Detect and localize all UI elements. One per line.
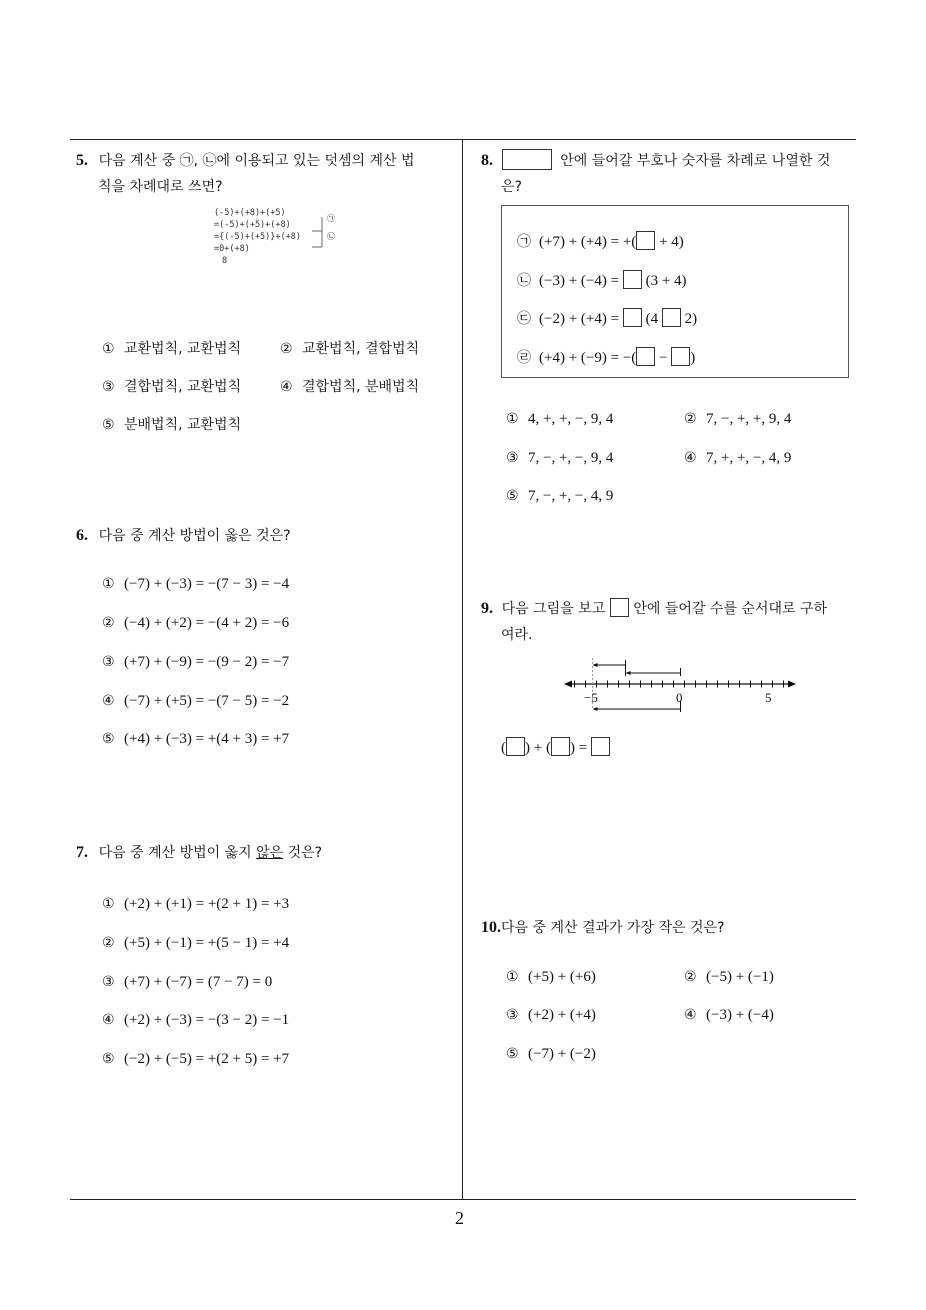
column-divider [462, 139, 463, 1200]
blank-box[interactable] [551, 737, 570, 756]
calc-line: ={(-5)+(+5)}+(+8) [214, 232, 301, 242]
tick-label-pos5: 5 [765, 690, 772, 705]
calculation-image [214, 207, 344, 287]
calc-line: (-5)+(+8)+(+5) [214, 208, 286, 218]
question-number: 10. [481, 919, 501, 936]
top-rule [70, 139, 856, 140]
option-4[interactable]: ④ (+2) + (−3) = −(3 − 2) = −1 [102, 1012, 290, 1028]
question-text-cont: 은? [501, 179, 522, 195]
question-7 [76, 840, 322, 866]
item-c: ㉢ (−2) + (+4) = (4 2) [517, 308, 697, 328]
calc-line: =(-5)+(+5)+(+8) [214, 220, 291, 230]
question-text: 다음 중 계산 방법이 옳지 [98, 845, 257, 861]
option-4[interactable]: ④ (−3) + (−4) [684, 1007, 774, 1023]
question-number: 5. [76, 152, 88, 169]
tick-label-neg5: −5 [584, 690, 598, 705]
question-text: 다음 그림을 보고 [501, 601, 606, 617]
q9-equation: ( ) + ( ) = [501, 737, 610, 757]
calc-line: =0+(+8) [214, 244, 250, 254]
option-5[interactable]: ⑤ 7, −, +, −, 4, 9 [506, 488, 614, 504]
blank-box[interactable] [623, 270, 642, 289]
axis-arrow-left [564, 681, 572, 688]
option-3[interactable]: ③ 결합법칙, 교환법칙 [102, 379, 242, 395]
arrow-head [593, 663, 598, 667]
arrow-head [593, 707, 598, 711]
option-1[interactable]: ① (−7) + (−3) = −(7 − 3) = −4 [102, 576, 290, 592]
option-5[interactable]: ⑤ 분배법칙, 교환법칙 [102, 417, 242, 433]
option-4[interactable]: ④ 결합법칙, 분배법칙 [280, 379, 420, 395]
question-text-end: 것은? [283, 845, 323, 861]
question-8 [481, 148, 861, 200]
option-3[interactable]: ③ 7, −, +, −, 9, 4 [506, 450, 614, 466]
item-b: ㉡ (−3) + (−4) = (3 + 4) [517, 270, 687, 290]
question-number: 7. [76, 844, 88, 861]
question-number: 9. [481, 600, 493, 617]
blank-box [610, 598, 629, 617]
option-5[interactable]: ⑤ (−2) + (−5) = +(2 + 5) = +7 [102, 1051, 290, 1067]
number-line-figure [560, 656, 800, 716]
option-1[interactable]: ① 교환법칙, 교환법칙 [102, 341, 242, 357]
page-number: 2 [455, 1208, 464, 1228]
calc-line: 8 [222, 256, 228, 266]
blank-box[interactable] [636, 347, 655, 366]
question-text: 다음 중 계산 방법이 옳은 것은? [98, 528, 291, 544]
option-2[interactable]: ② 교환법칙, 결합법칙 [280, 341, 420, 357]
option-3[interactable]: ③ (+7) + (−9) = −(9 − 2) = −7 [102, 654, 290, 670]
question-text: 안에 들어갈 부호나 숫자를 차례로 나열한 것 [560, 153, 831, 169]
option-3[interactable]: ③ (+7) + (−7) = (7 − 7) = 0 [102, 974, 273, 990]
question-number: 8. [481, 152, 493, 169]
option-1[interactable]: ① (+5) + (+6) [506, 969, 596, 985]
option-1[interactable]: ① 4, +, +, −, 9, 4 [506, 411, 614, 427]
arrow-head [626, 671, 631, 675]
brace-label: ㉡ [327, 232, 335, 241]
question-text-cont: 안에 들어갈 수를 순서대로 구하 [633, 601, 828, 617]
option-2[interactable]: ② 7, −, +, +, 9, 4 [684, 411, 792, 427]
option-3[interactable]: ③ (+2) + (+4) [506, 1007, 596, 1023]
question-text-cont: 칙을 차례대로 쓰면? [98, 179, 223, 195]
movement-arrows [593, 658, 681, 712]
blank-box[interactable] [671, 347, 690, 366]
axis-arrow-right [788, 681, 796, 688]
question-text-line2: 여라. [501, 627, 533, 643]
option-4[interactable]: ④ (−7) + (+5) = −(7 − 5) = −2 [102, 693, 290, 709]
brace-label: ㉠ [327, 214, 335, 223]
option-5[interactable]: ⑤ (+4) + (−3) = +(4 + 3) = +7 [102, 731, 290, 747]
question-number: 6. [76, 527, 88, 544]
blank-box[interactable] [506, 737, 525, 756]
blank-box[interactable] [591, 737, 610, 756]
underlined-word: 않은 [256, 845, 284, 861]
answer-blank-box [502, 149, 552, 170]
question-text: 다음 중 계산 결과가 가장 작은 것은? [501, 920, 725, 936]
blank-box[interactable] [636, 231, 655, 250]
option-5[interactable]: ⑤ (−7) + (−2) [506, 1046, 596, 1062]
bottom-rule [70, 1199, 856, 1200]
question-5 [76, 148, 460, 200]
blank-box[interactable] [662, 308, 681, 327]
item-d: ㉣ (+4) + (−9) = −( − ) [517, 347, 695, 367]
question-6 [76, 523, 291, 549]
item-a: ㉠ (+7) + (+4) = +( + 4) [517, 231, 684, 251]
blank-box[interactable] [623, 308, 642, 327]
option-1[interactable]: ① (+2) + (+1) = +(2 + 1) = +3 [102, 896, 290, 912]
option-2[interactable]: ② (−5) + (−1) [684, 969, 774, 985]
question-9 [481, 596, 861, 648]
option-2[interactable]: ② (+5) + (−1) = +(5 − 1) = +4 [102, 935, 290, 951]
question-10 [481, 915, 724, 941]
option-2[interactable]: ② (−4) + (+2) = −(4 + 2) = −6 [102, 615, 290, 631]
tick-label-zero: 0 [676, 690, 683, 705]
question-text: 다음 계산 중 ㉠, ㉡에 이용되고 있는 덧셈의 계산 법 [98, 153, 415, 169]
option-4[interactable]: ④ 7, +, +, −, 4, 9 [684, 450, 792, 466]
